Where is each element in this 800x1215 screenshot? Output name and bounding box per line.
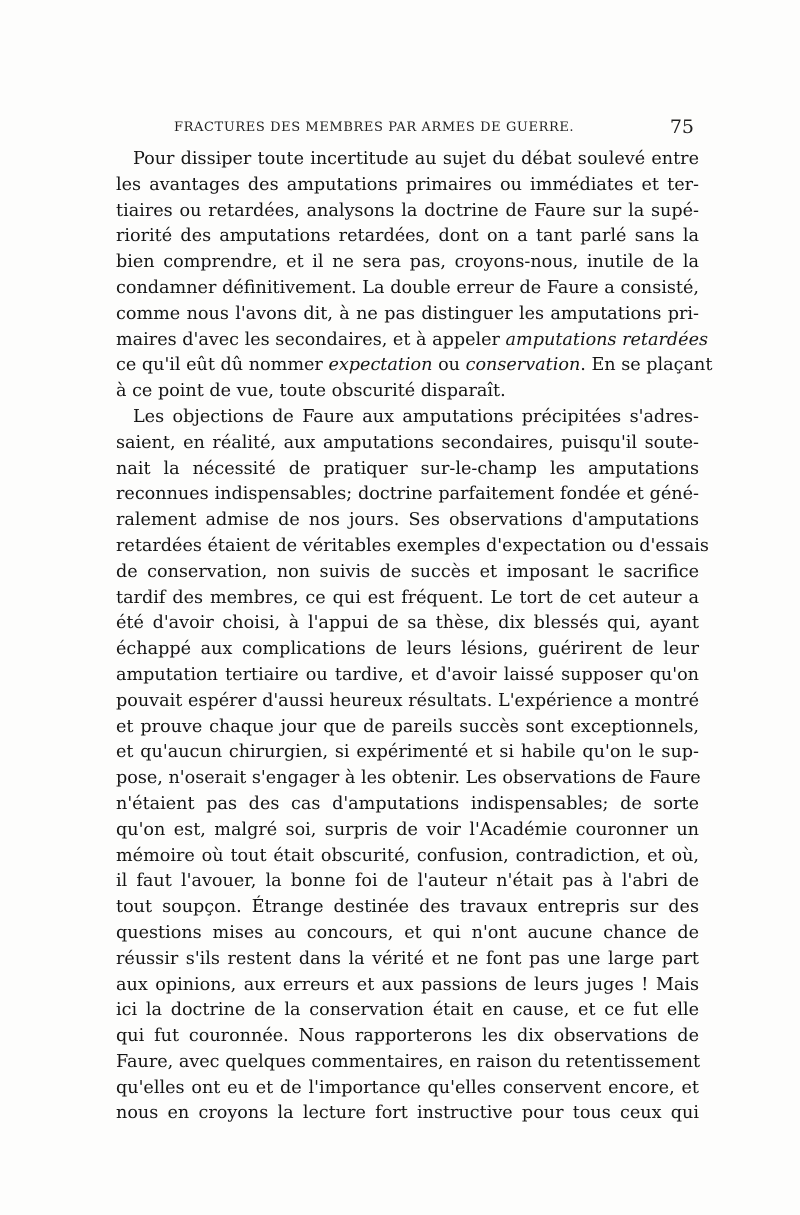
italic-term: conservation: [465, 355, 581, 376]
text-line: condamner définitivement. La double erreur de Faure a consisté,: [116, 277, 699, 298]
page-number: 75: [669, 116, 694, 138]
text-line: qu'elles ont eu et de l'importance qu'elles conservent encore, et: [116, 1077, 699, 1098]
text-line: de conservation, non suivis de succès et imposant le sacrifice: [116, 561, 699, 582]
text-run: . En se plaçant: [580, 355, 713, 376]
text-line: bien comprendre, et il ne sera pas, croyons-nous, inutile de la: [116, 252, 699, 273]
text-line: et qu'aucun chirurgien, si expérimenté et si habile qu'on le sup-: [116, 742, 699, 763]
text-line: qu'on est, malgré soi, surpris de voir l'Académie couronner un: [116, 819, 699, 840]
text-line: nait la nécessité de pratiquer sur-le-champ les amputations: [116, 458, 699, 479]
text-line: Faure, avec quelques commentaires, en raison du retentissement: [116, 1051, 701, 1072]
text-line: mémoire où tout était obscurité, confusion, contradiction, et où,: [116, 845, 699, 866]
text-line: riorité des amputations retardées, dont on a tant parlé sans la: [116, 226, 699, 247]
text-line: il faut l'avouer, la bonne foi de l'auteur n'était pas à l'abri de: [116, 871, 699, 892]
text-line: amputation tertiaire ou tardive, et d'avoir laissé supposer qu'on: [116, 664, 699, 685]
text-line: Pour dissiper toute incertitude au sujet du débat soulevé entre: [133, 149, 699, 169]
text-line: saient, en réalité, aux amputations secondaires, puisqu'il soute-: [116, 432, 699, 453]
text-line: aux opinions, aux erreurs et aux passions de leurs juges ! Mais: [116, 974, 699, 995]
text-line: été d'avoir choisi, à l'appui de sa thèse, dix blessés qui, ayant: [116, 613, 699, 634]
text-line: les avantages des amputations primaires ou immédiates et ter-: [116, 174, 699, 195]
body-text: [116, 147, 713, 1127]
text-line: nous en croyons la lecture fort instructive pour tous ceux qui: [116, 1103, 699, 1124]
text-line: [116, 328, 709, 354]
text-line: questions mises au concours, et qui n'ont aucune chance de: [116, 922, 699, 943]
running-title: FRACTURES DES MEMBRES PAR ARMES DE GUERRE.: [174, 120, 575, 135]
text-line: [116, 353, 713, 379]
text-line: et prouve chaque jour que de pareils succès sont exceptionnels,: [116, 716, 699, 737]
text-line: à ce point de vue, toute obscurité disparaît.: [116, 381, 506, 402]
text-line: échappé aux complications de leurs lésions, guérirent de leur: [116, 639, 699, 660]
text-line: réussir s'ils restent dans la vérité et ne font pas une large part: [116, 948, 699, 969]
paragraph-1: [116, 147, 713, 405]
text-line: ralement admise de nos jours. Ses observations d'amputations: [116, 510, 699, 531]
running-header: [174, 116, 696, 140]
text-run: ou: [432, 355, 466, 376]
paragraph-2: [116, 405, 709, 1127]
text-line: pose, n'oserait s'engager à les obtenir. Les observations de Faure: [116, 768, 701, 789]
text-run: ce qu'il eût dû nommer: [116, 355, 329, 376]
text-line: reconnues indispensables; doctrine parfaitement fondée et géné-: [116, 484, 699, 505]
text-line: ici la doctrine de la conservation était en cause, et ce fut elle: [116, 1000, 699, 1021]
italic-term: amputations retardées: [505, 329, 709, 350]
text-line: n'étaient pas des cas d'amputations indispensables; de sorte: [116, 793, 699, 814]
text-line: tardif des membres, ce qui est fréquent. Le tort de cet auteur a: [116, 587, 699, 608]
text-line: pouvait espérer d'aussi heureux résultats. L'expérience a montré: [116, 690, 699, 711]
text-line: qui fut couronnée. Nous rapporterons les dix observations de: [116, 1026, 699, 1047]
text-run: maires d'avec les secondaires, et à appeler: [116, 329, 506, 350]
text-line: tout soupçon. Étrange destinée des travaux entrepris sur des: [116, 897, 699, 918]
text-line: Les objections de Faure aux amputations précipitées s'adres-: [133, 406, 699, 427]
text-line: retardées étaient de véritables exemples d'expectation ou d'essais: [116, 535, 709, 556]
text-line: tiaires ou retardées, analysons la doctrine de Faure sur la supé-: [116, 200, 699, 221]
text-line: comme nous l'avons dit, à ne pas distinguer les amputations pri-: [116, 303, 699, 324]
italic-term: expectation: [328, 355, 433, 376]
